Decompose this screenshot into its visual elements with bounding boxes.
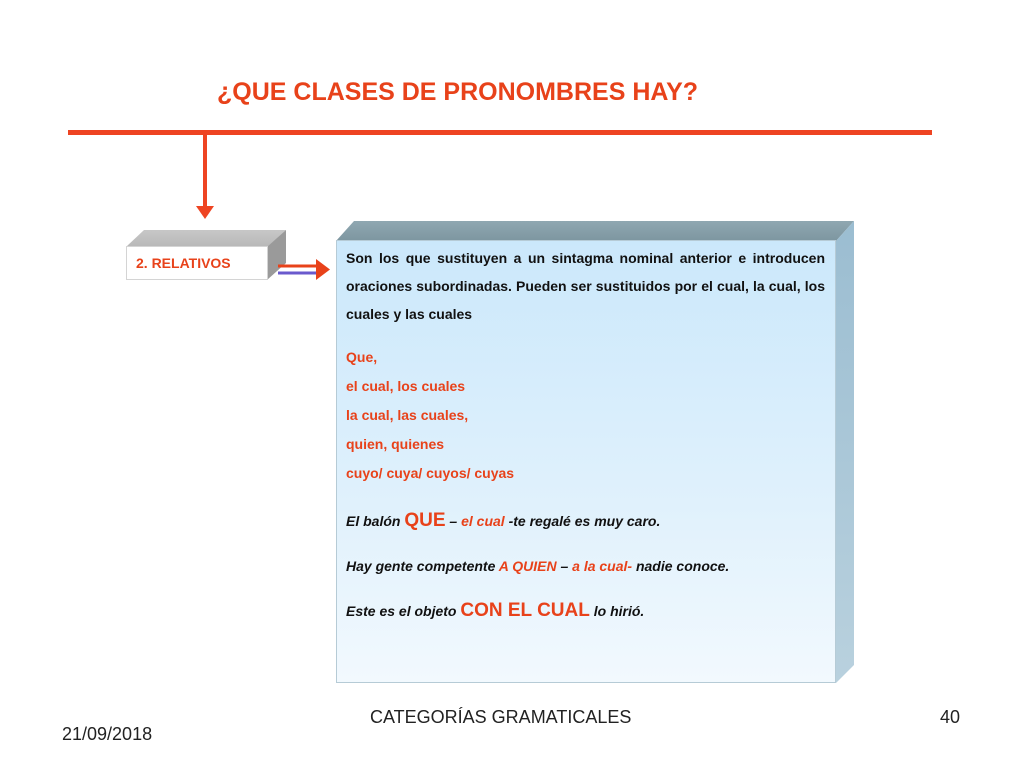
example-text: Este es el objeto: [346, 603, 461, 619]
example-dash: –: [556, 558, 573, 574]
slide-title: ¿QUE CLASES DE PRONOMBRES HAY?: [217, 78, 699, 106]
list-item: cuyo/ cuya/ cuyos/ cuyas: [346, 465, 515, 481]
example-highlight: A QUIEN: [498, 558, 557, 574]
list-item: Que,: [346, 349, 378, 365]
example-alternative: el cual: [461, 513, 505, 529]
example-alternative: a la cual-: [572, 558, 633, 574]
footer-title: CATEGORÍAS GRAMATICALES: [370, 707, 632, 727]
example-sentence-3: [346, 600, 825, 622]
example-text: -te regalé es muy caro.: [504, 513, 661, 529]
page-number: 40: [940, 707, 961, 727]
relativos-label-box: [126, 246, 268, 280]
example-sentence-1: [346, 510, 825, 532]
pronoun-list: [346, 343, 825, 488]
example-text: nadie conoce.: [632, 558, 730, 574]
content-box: [336, 240, 836, 683]
vertical-connector-line: [203, 134, 207, 210]
example-highlight: CON EL CUAL: [460, 600, 590, 621]
relativos-label: 2. RELATIVOS: [136, 255, 231, 271]
down-arrow-icon: [196, 206, 214, 219]
list-item: el cual, los cuales: [346, 378, 466, 394]
description-text: Son los que sustituyen a un sintagma nominal anterior e introducen oraciones subordinadas. Pueden ser sustituidos por el cual, la cual, los cuales y las cuales: [346, 250, 825, 322]
right-arrow-icon: [276, 258, 332, 282]
horizontal-connector-line: [68, 130, 932, 135]
content-box-side-face: [836, 221, 854, 683]
example-highlight: QUE: [404, 510, 446, 531]
label-box-top-face: [126, 230, 286, 247]
footer-date: 21/09/2018: [62, 724, 153, 744]
example-dash: –: [445, 513, 462, 529]
example-text: El balón: [346, 513, 405, 529]
list-item: quien, quienes: [346, 436, 445, 452]
content-box-top-face: [336, 221, 854, 241]
example-text: Hay gente competente: [346, 558, 499, 574]
example-sentence-2: [346, 558, 825, 574]
list-item: la cual, las cuales,: [346, 407, 469, 423]
example-text: lo hirió.: [589, 603, 645, 619]
